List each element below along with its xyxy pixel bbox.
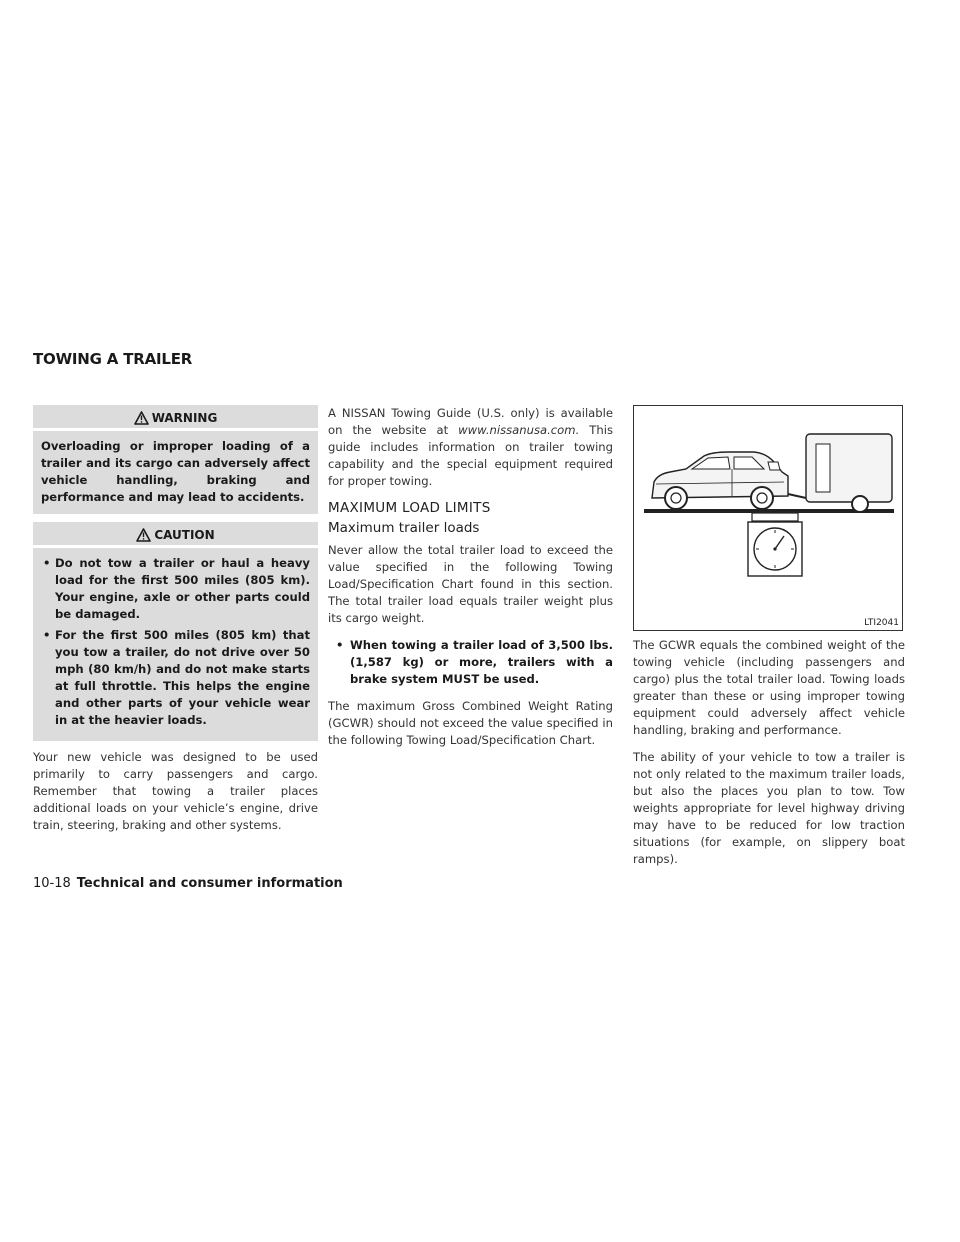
caution-item: • For the first 500 miles (805 km) that you tow a trailer, do not drive over 50 mph (80 km/h) and do not make starts at full throttle. This helps the engine and other parts of your vehicle wear in at the heavier loads. bbox=[41, 627, 310, 729]
caution-triangle-icon bbox=[136, 528, 151, 542]
scale-platform bbox=[752, 513, 798, 521]
column-2 bbox=[328, 405, 613, 759]
towing-guide-text: A NISSAN Towing Guide (U.S. only) is available on the website at bbox=[328, 406, 613, 437]
warning-box bbox=[33, 405, 318, 514]
caution-header bbox=[33, 526, 318, 548]
vehicle-design-paragraph: Your new vehicle was designed to be used primarily to carry passengers and cargo. Remember that towing a trailer places additional loads on your vehicle’s engine, drive train, steering, braking and other systems. bbox=[33, 750, 318, 832]
trailer-hitch bbox=[788, 494, 806, 498]
warning-text: Overloading or improper loading of a trailer and its cargo can adversely affect vehicle handling, braking and performance and may lead to accidents. bbox=[41, 439, 310, 504]
column-3 bbox=[633, 405, 905, 878]
towing-guide-text-end: This guide includes information on trailer towing capability and the special equipment required for proper towing. bbox=[328, 423, 613, 488]
trailer-load-paragraph: Never allow the total trailer load to exceed the value specified in the following Towing Load/Specification Chart found in this section. The total trailer load equals trailer weight plus its cargo weight. bbox=[328, 543, 613, 625]
chapter-title: Technical and consumer information bbox=[76, 876, 343, 891]
page-footer bbox=[33, 876, 343, 891]
gcwr-definition-paragraph: The GCWR equals the combined weight of the towing vehicle (including passengers and cargo) plus the total trailer load. Towing loads greater than these or using improper towing equipment could adversely affect vehicle handling, braking and performance. bbox=[633, 638, 905, 737]
towing-diagram-svg bbox=[634, 406, 902, 630]
caution-box bbox=[33, 522, 318, 741]
caution-heading: CAUTION bbox=[154, 528, 215, 542]
max-trailer-loads-heading: Maximum trailer loads bbox=[328, 520, 480, 536]
gcwr-paragraph: The maximum Gross Combined Weight Rating (GCWR) should not exceed the value specified in the following Towing Load/Specification Chart. bbox=[328, 699, 613, 747]
warning-triangle-icon bbox=[134, 411, 149, 425]
brake-system-note: • When towing a trailer load of 3,500 lbs. (1,587 kg) or more, trailers with a brake system MUST be used. bbox=[328, 637, 613, 688]
trailer-door bbox=[816, 444, 830, 492]
warning-heading: WARNING bbox=[151, 411, 218, 425]
warning-header bbox=[33, 409, 318, 431]
caution-item: • Do not tow a trailer or haul a heavy load for the first 500 miles (805 km). Your engine, axle or other parts could be damaged. bbox=[41, 555, 310, 623]
figure-label: LTI2041 bbox=[864, 618, 899, 628]
towing-guide-paragraph bbox=[328, 405, 613, 490]
trailer-wheel bbox=[852, 496, 868, 512]
nissan-website-link[interactable]: www.nissanusa.com. bbox=[458, 423, 580, 437]
column-1 bbox=[33, 405, 318, 844]
max-load-limits-heading: MAXIMUM LOAD LIMITS bbox=[328, 500, 491, 516]
tow-ability-paragraph: The ability of your vehicle to tow a trailer is not only related to the maximum trailer loads, but also the places you plan to tow. Tow weights appropriate for level highway driving may have to be reduced for low traction situations (for example, on slippery boat ramps). bbox=[633, 750, 905, 866]
car-window-back bbox=[768, 462, 780, 470]
section-title: TOWING A TRAILER bbox=[33, 350, 193, 368]
caution-list bbox=[41, 555, 310, 729]
towing-illustration bbox=[633, 405, 903, 631]
page-number: 10-18 bbox=[33, 876, 71, 891]
